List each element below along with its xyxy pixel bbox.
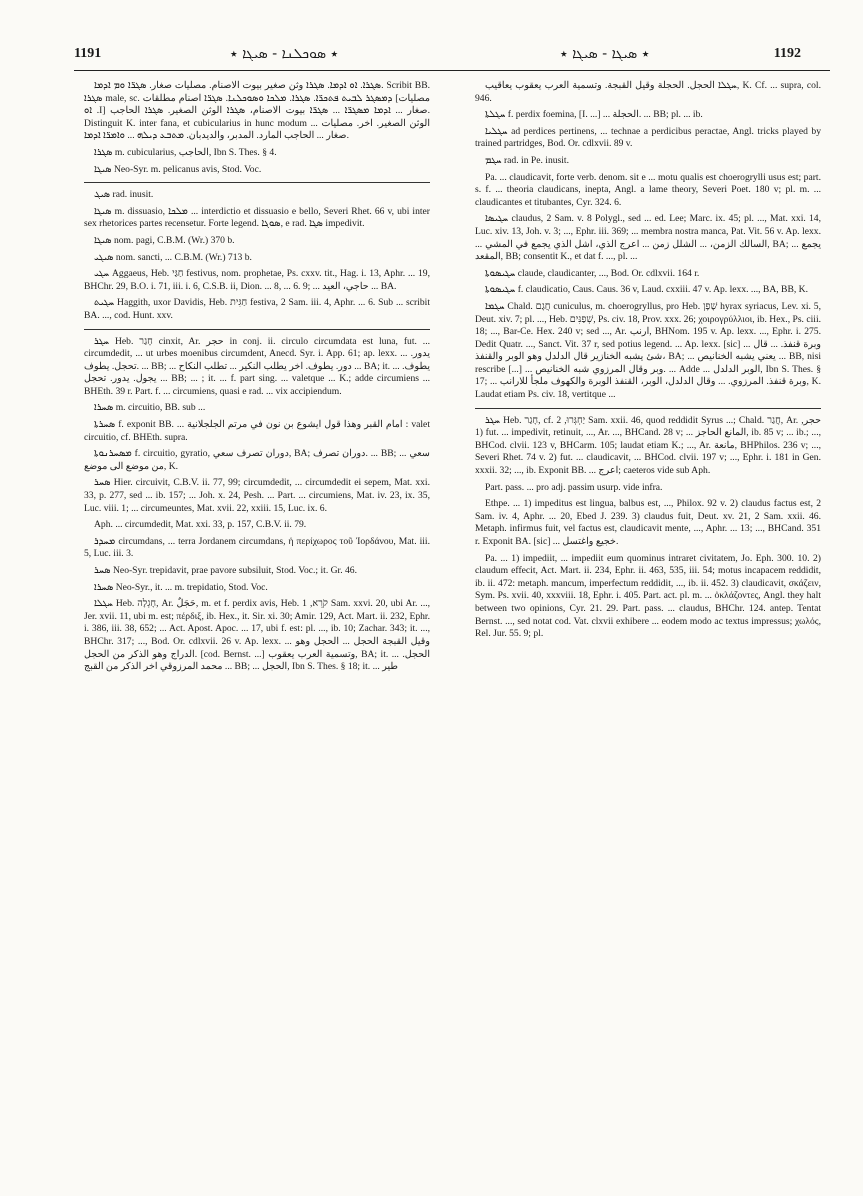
section-divider — [84, 329, 430, 330]
dictionary-entry: ܣܚܪܐ m. circuitio, BB. sub ... — [94, 402, 206, 414]
dictionary-entry: Pa. ... 1) impediit, ... impediit eum quominus intraret civitatem, Jo. Eph. 300. 10. 2) claudum effecit, Act. Mart. ii. 234, Ephr. ii. 463, 535, iii. 54; motus incapacem reddidit, ib. ii. 472: metaph. mancum, imperfectum reddidit, ..., ib. ii. 452. 3) claudicavit, σκάζειν, Sym. Ps. xvii. 40, xxxviii. 18, Ephr. i. 405. Part. act. pl. m. ... ὀκλάζοντες, Angl. they halt between two opinions, Cyr. 21. 29. Part. pass. ... claudus, BHChr. 124. antep. Tentat Bernst. ..., sed notat cod. Vat. clxvii exhibere ... eodem modo ac textus impressus; χωλός, Rel. Jur. 55. 9; pl. — [475, 552, 821, 640]
dictionary-entry: ܚܓܠܝܐ ad perdices pertinens, ... technae a perdicibus peractae, Angl. tricks played by trained partridges, Bod. Or. cdlxvii. 89 v. — [475, 125, 821, 150]
dictionary-entry: ܣܚܪܐ Neo-Syr., it. ... m. trepidatio, Stod. Voc. — [94, 581, 268, 593]
dictionary-entry: ܚܓܠܐ Heb. חָגְלָה, Ar. حَجَلٌ, m. et f. perdix avis, Heb. קֹרֵא, 1 Sam. xxvi. 20, ubi Ar. ..., Jer. xvii. 11, ubi m. est; πέρδιξ, ib. Hex., it. Sir. xi. 30; Amir. 129, Act. Mart. ii. 232, Ephr. i. 386, iii. 38, 652; ... Act. Apost. Apoc. ... 17, ubi f. est: pl. ..., ib. 10; Zachar. 343; it. ..., BHChr. 317; ..., Bod. Or. cdlxvii. 26 v. Ap. lexx. ... وقيل القبجة الحجل ... الحجل وهو الدراج وهو الذكر من الحجل. [cod. Bernst. ...] وتسمية العرب يعقوب, BA; it. ... الحجل. محمد المرزوقي اخر الذكر من القبج ... BB; ... الحجل, Ibn S. Thes. § 18; it. ... طير — [84, 598, 430, 673]
right-running-head: ٭ ܣܝܓܐ - ܣܝܓܐ ٭ — [560, 46, 650, 62]
dictionary-entry: ܣܚܪ Hier. circuivit, C.B.V. ii. 77, 99; circumdedit, ... circumdedit ei sepem, Mat. xxi. 33, p. 277, sed ... ib. 157; ... Joh. x. 24, Pesh. ... Part. ... circumiens, Mat. iv. 23, ix. 35, Luc. viii. 1; ... circumeuntes, Mat. xvii. 22, xxiii. 15, Luc. ix. 6. — [84, 477, 430, 514]
dictionary-entry: ܚܓܪ Heb. חָגַר cinxit, Ar. حجر in conj. ii. circulo circumdata est luna, fut. ... circumdedit, ... ut urbes moenibus circumdent, Anecd. Syr. i. App. 61; ap. lexx. ... يدور. تحجل. يطوف. ... BB; ... دور. يطوف. اخر يطلب النكير ... تطلب النكاح ... BA; it. ... يطوف. يجول. يدور. تحجل ... BB; ... ; it. ... f. part sing. ... valetque ... K.; adde circumiens ... BHEth. 39 r. Part. f. ... circumiens, quasi e rad. ... vix accipiendum. — [84, 335, 430, 397]
dictionary-entry: ܚܓܝܣܘܬܐ claude, claudicanter, ..., Bod. Or. cdlxvii. 164 r. — [485, 267, 700, 279]
right-page-number: 1192 — [773, 46, 801, 61]
dictionary-entry: ܚܓܠܬܐ f. perdix foemina, [I. ...] ... الحجلة. ... BB; pl. ... ib. — [485, 109, 703, 121]
right-column — [475, 80, 821, 1180]
dictionary-entry: ܣܝܓ rad. inusit. — [94, 189, 154, 201]
dictionary-entry: ܣܓܪܐ m. cubicularius, الحاجب, Ibn S. Thes. § 4. — [94, 146, 277, 158]
section-divider — [84, 182, 430, 183]
dictionary-entry: Pa. ... claudicavit, forte verb. denom. sit e ... motu qualis est choerogrylli usus est; part. s. f. ... theoria claudicans, inepta, Angl. a lame theory, Severi Poet. 180 v; pl. m. ... claudicantes et titubantes, Cyr. 324. 6. — [475, 171, 821, 208]
section-divider — [475, 408, 821, 409]
dictionary-entry: ܣܚܪ Neo-Syr. trepidavit, prae pavore subsiluit, Stod. Voc.; it. Gr. 46. — [94, 565, 358, 576]
dictionary-entry: Ethpe. ... 1) impeditus est lingua, balbus est, ..., Philox. 92 v. 2) claudus factus est, 2 Sam. iv. 4, Aphr. ... 20, Ebed J. 239. 3) claudus fuit, Deut. xv. 21, 2 Sam. xxii. 46. Metaph. infirmus fuit, vel factus est, claudicavit mente, ..., Aphr. ... 13; ..., BHCand. 351 r. Exponit BA. [sic] ... خجيع واغتسل. — [475, 498, 821, 547]
dictionary-entry: ܚܓܝܣܘܬܐ f. claudicatio, Caus. Caus. 36 v, Laud. cxxiii. 47 v. Ap. lexx. ..., BA, BB, K. — [485, 284, 808, 296]
header-rule — [74, 70, 830, 71]
dictionary-entry: ܣܝܓܐ nom. pagi, C.B.M. (Wr.) 370 b. — [94, 234, 235, 246]
dictionary-entry: ܚܓܠܐ الحجل. الحجلة وقيل القبجة. وتسمية العرب يعقوب يعاقيب, K. Cf. ... supra, col. 946. — [475, 80, 821, 104]
dictionary-entry: ܣܓܪܐ. ܐܘ ܐܕܡܐ. ܣܓܪܐ وثن صغير بيوت الاصنام. مصليات صغار. ܣܓܪ̈ܐ ܘܡ ܐܕܡܐ. Scribit BB. ܣܓܪܐ male, sc. ܕܡܣܓܪ ܠܒܝܬ ܦܬܟܪ̈ܐ. ܣܓܪܐ. ܡܠܟܐ ܘܣܘܟܠܢܐ. ܣܓܪ̈ܐ اصنام مطلقات [مصليات ܐܘ .I] صغار ... ܐܕܡܐ ܡܣܓܪ̈ܐ ... ܣܓܪ̈ܐ بيوت الاصنام، ܣܓܪܐ الوثن الصغير. ܣܓܪܐ الحاجب. Distinguit K. inter fana, et cubicularius in hunc modum ... الوثن الصغير. اخر. مصليات صغار ... الحاجب المارد. المدبر، والديدبان. ܡܬܒܥ ܕܝܠܗ ... ܘܐܡܪ̈ܐ ܐܕܡܐ. — [84, 80, 430, 142]
dictionary-entry: Part. pass. ... pro adj. passim usurp. vide infra. — [485, 481, 663, 493]
dictionary-entry: ܚܓܝܬ Haggith, uxor Davidis, Heb. חַגִּית festiva, 2 Sam. iii. 4, Aphr. ... 6. Sub ... scribit BA. ..., cod. Hunt. xxv. — [84, 297, 430, 321]
dictionary-entry: ܣܝܓܝ nom. sancti, ... C.B.M. (Wr.) 713 b. — [94, 251, 252, 263]
dictionary-entry: ܡܣܚܪܢܘܬܐ f. circuitio, gyratio, دوران تصرف سعي, BA; دوران تصرف. ... BB; ... سعي من موضع الى موضع, K. — [84, 448, 430, 472]
dictionary-entry: ܚܓܡܐ Chald. חֲגָם cuniculus, m. choerogryllus, pro Heb. שָׁפָן hyrax syriacus, Lev. xi. 5, Deut. xiv. 7; pl. ..., Heb. שְׁפַנִּים, Ps. civ. 18, Prov. xxx. 26; χοιρογρύλλιοι, ib. Hex., Ps. ciii. 18; ..., Bar-Ce. Hex. 240 v; sed ..., Ar. ارنب, BHNom. 195 v. Ap. lexx. ..., Ephr. i. 275. Dedit Quatr. ..., Sanct. Vit. 37 r, sed potius legend. ... Ap. lexx. [sic] ... وبرة قنفذ. ... قال شئ يشبه الخنازير قال الدلدل وهو الوبر والقنفذ، BA; ... يعني يشبه الخنانيص ... BB, nisi rescribe [...] ... وبر وقال المرزوي شبه الخنانيص. ... Adde ... الوبر الدلدل, Ibn S. Thes. § 17; ... وبرة قنفذ. المرزوي. ... وقال الدلدل، الوبر، القنفذ الوبرة والكهوف ملجأ للارانب, K. Laudat etiam Ps. civ. 18, vertitque ... — [475, 300, 821, 401]
left-page-number: 1191 — [74, 46, 102, 61]
dictionary-entry: ܚܓܪ Heb. חָגַר, cf. יַחְגְּרוּ, 2 Sam. xxii. 46, quod reddidit Syrus ...; Chald. חֲגַר, Ar. حجر, 1) fut. ... impedivit, retinuit, ..., Ar. ..., BHCand. 28 v; ... المانع الحاجز, ib. 85 v; ... ib.; ..., BHCod. clvii. 123 v, BHCarm. 105; laudat etiam K.; ..., Ar. مانعة, BHPhilos. 236 v; ..., Severi Rhet. 74 v. 2) fut. ... claudicavit, ... BHCod. clvii. 197 v; ..., Ephr. i. 181 in Gen. xxxii. 32; ..., ib. Exponit BB. ... اعرج; caeteros vide sub Aph. — [475, 414, 821, 477]
dictionary-entry: ܣܚܪܬܐ f. exponit BB. ... امام القبر وهذا قول ايشوع بن نون في مرتم الجلجلانية : valet circuitio, cf. BHEth. supra. — [84, 419, 430, 443]
dictionary-entry: ܚܓܝ Aggaeus, Heb. חַגַּי festivus, nom. prophetae, Ps. cxxv. tit., Hag. i. 13, Aphr. ... 19, BHChr. 29, B.O. i. 71, iii. i. 6, C.S.B. ii, Dion. ... 8, ... 6. 9; ... حاجي، العيد ... BA. — [84, 268, 430, 292]
dictionary-entry: ܣܝܓܐ Neo-Syr. m. pelicanus avis, Stod. Voc. — [94, 163, 262, 175]
left-running-head: ٭ ܣܘܟܠܢܐ - ܣܝܓܐ ٭ — [230, 46, 339, 62]
dictionary-entry: Aph. ... circumdedit, Mat. xxi. 33, p. 157, C.B.V. ii. 79. — [94, 519, 307, 531]
dictionary-entry: ܣܝܓܐ m. dissuasio, ܡܠܟܐ ... interdictio et dissuasio e bello, Severi Rhet. 66 v, ubi inter sex rhetorices partes recensetur. Forte legend. ܣܘܓܐ, e rad. ܣܓܐ impedivit. — [84, 205, 430, 230]
dictionary-entry: ܡܚܕܪ circumdans, ... terra Jordanem circumdans, ἡ περίχωρος τοῦ Ἰορδάνου, Mat. iii. 5, Luc. iii. 3. — [84, 535, 430, 560]
dictionary-entry: ܚܓܡ rad. in Pe. inusit. — [485, 154, 569, 166]
dictionary-entry: ܚܓܝܣܐ claudus, 2 Sam. v. 8 Polygl., sed ... ed. Lee; Marc. ix. 45; pl. ..., Mat. xxi. 14, Luc. xiv. 13, Joh. v. 3; ..., Ephr. iii. 369; ... membra nostra manca, Pat. Vit. 56 v. Ap. lexx. ... السالك الزمن، ... الشلل زمن ... اعرج الذي، اشل الذي يجمع في المشي, BA; ... يجمع المقعد, BB; consentit K., et dat f. ..., pl. ... — [475, 213, 821, 263]
left-column — [84, 80, 430, 1180]
